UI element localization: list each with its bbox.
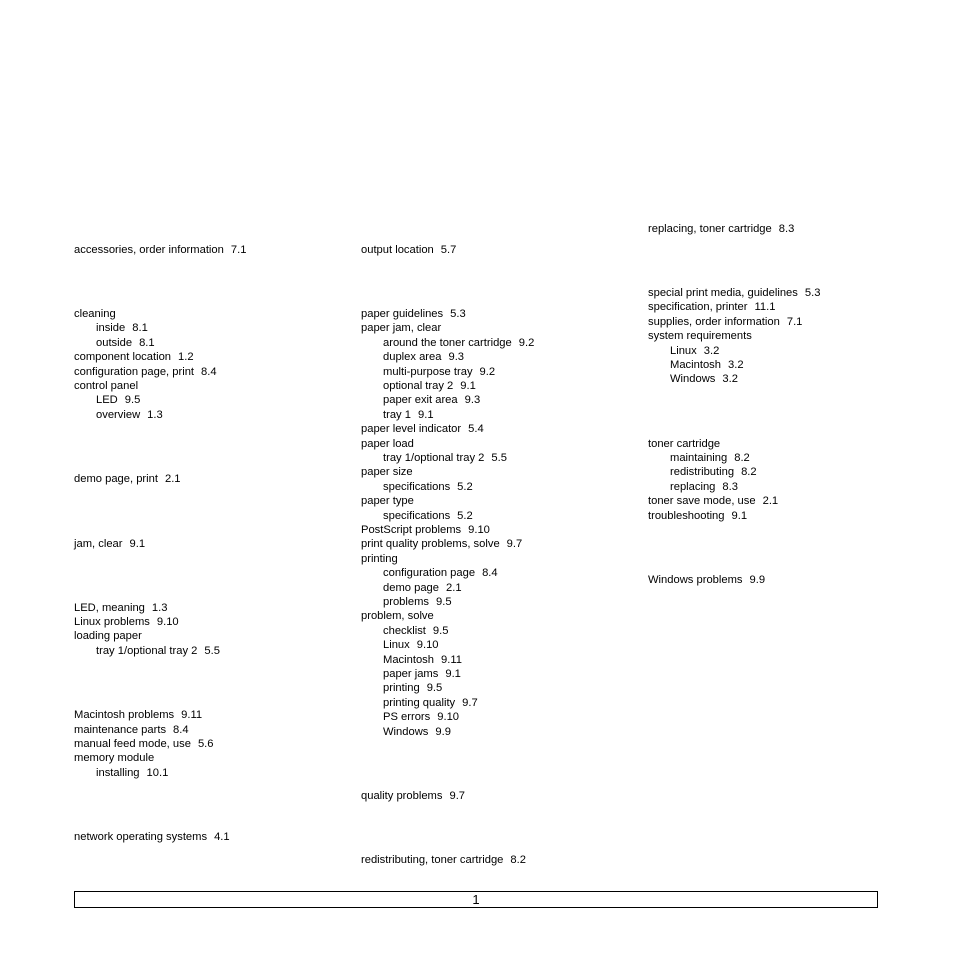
index-entry [361, 523, 490, 537]
index-subentry [74, 336, 155, 350]
index-term: loading paper [74, 630, 142, 642]
index-entry [74, 472, 181, 486]
index-entry [361, 243, 456, 257]
index-entry [648, 286, 820, 300]
index-page-ref: 9.11 [181, 709, 203, 721]
index-subentry [361, 336, 534, 350]
index-page-ref: 8.2 [510, 854, 526, 866]
index-term: paper size [361, 466, 413, 478]
index-subentry [361, 566, 498, 580]
index-term: Linux [670, 345, 697, 357]
index-page-ref: 9.9 [435, 726, 451, 738]
index-term: jam, clear [74, 538, 123, 550]
index-page-ref: 1.3 [151, 602, 168, 614]
index-term: paper jam, clear [361, 322, 442, 334]
index-page-ref: 5.5 [204, 645, 220, 657]
index-subentry [361, 581, 462, 595]
index-entry [361, 307, 466, 321]
index-page-ref: 8.4 [201, 366, 217, 378]
index-entry [361, 609, 434, 623]
index-page-ref: 9.2 [518, 337, 535, 349]
index-subentry [361, 725, 451, 739]
index-term: duplex area [383, 351, 442, 363]
index-term: LED, meaning [74, 602, 145, 614]
index-page-ref: 5.4 [468, 423, 484, 435]
index-subentry [648, 372, 738, 386]
index-page-ref: 2.1 [164, 473, 181, 485]
index-term: tray 1/optional tray 2 [383, 452, 485, 464]
index-entry [648, 315, 802, 329]
index-page-ref: 7.1 [230, 244, 247, 256]
index-entry [648, 329, 752, 343]
index-page-ref: 8.3 [722, 481, 738, 493]
index-subentry [648, 480, 738, 494]
index-entry [361, 437, 414, 451]
index-subentry [361, 595, 452, 609]
index-term: memory module [74, 752, 155, 764]
index-term: demo page, print [74, 473, 158, 485]
index-term: paper load [361, 438, 414, 450]
index-term: replacing, toner cartridge [648, 223, 772, 235]
page-number: 1 [472, 892, 480, 907]
index-term: Linux problems [74, 616, 150, 628]
index-term: troubleshooting [648, 510, 725, 522]
index-subentry [361, 681, 442, 695]
index-entry [74, 537, 145, 551]
index-entry [361, 494, 414, 508]
index-term: inside [96, 322, 126, 334]
index-page-ref: 8.4 [173, 724, 189, 736]
index-subentry [361, 365, 495, 379]
index-term: Macintosh [670, 359, 721, 371]
index-term: redistributing, toner cartridge [361, 854, 504, 866]
index-subentry [74, 321, 148, 335]
index-page-ref: 11.1 [754, 301, 776, 313]
index-page-ref: 8.3 [778, 223, 795, 235]
index-page-ref: 9.5 [432, 625, 449, 637]
index-term: Windows [670, 373, 716, 385]
index-term: paper jams [383, 668, 439, 680]
index-term: around the toner cartridge [383, 337, 512, 349]
index-page-ref: 5.7 [440, 244, 457, 256]
index-subentry [361, 667, 461, 681]
index-term: Macintosh problems [74, 709, 175, 721]
index-entry [361, 789, 465, 803]
index-page-ref: 9.5 [426, 682, 443, 694]
index-term: replacing [670, 481, 716, 493]
index-subentry [74, 393, 140, 407]
index-entry [74, 243, 246, 257]
index-page-ref: 9.5 [436, 596, 452, 608]
index-page-ref: 5.3 [804, 287, 821, 299]
index-entry [74, 708, 202, 722]
index-page-ref: 9.10 [437, 711, 460, 723]
index-page-ref: 9.1 [731, 510, 748, 522]
index-subentry [361, 638, 439, 652]
index-page-ref: 5.2 [457, 510, 473, 522]
index-subentry [361, 451, 507, 465]
index-subentry [361, 710, 459, 724]
index-term: printing quality [383, 697, 456, 709]
index-subentry [361, 393, 480, 407]
index-page-ref: 10.1 [146, 767, 169, 779]
index-page-ref: 5.6 [197, 738, 214, 750]
index-page-ref: 3.2 [728, 359, 744, 371]
index-entry [648, 437, 720, 451]
index-entry [74, 307, 116, 321]
index-subentry [648, 358, 744, 372]
index-entry [648, 494, 778, 508]
index-entry [74, 615, 179, 629]
index-term: Windows [383, 726, 429, 738]
index-term: manual feed mode, use [74, 738, 191, 750]
index-term: tray 1 [383, 409, 411, 421]
index-subentry [361, 408, 434, 422]
index-entry [74, 629, 142, 643]
index-page-ref: 7.1 [786, 316, 803, 328]
index-term: toner cartridge [648, 438, 721, 450]
index-subentry [361, 653, 462, 667]
index-entry [648, 509, 747, 523]
index-page-ref: 9.7 [506, 538, 523, 550]
index-page-ref: 9.2 [479, 366, 496, 378]
index-page-ref: 2.1 [445, 582, 462, 594]
index-entry [648, 573, 765, 587]
index-entry [74, 601, 167, 615]
index-term: overview [96, 409, 141, 421]
index-term: installing [96, 767, 140, 779]
index-term: control panel [74, 380, 139, 392]
index-page-ref: 5.3 [450, 308, 466, 320]
index-subentry [361, 509, 473, 523]
index-term: paper exit area [383, 394, 458, 406]
index-term: redistributing [670, 466, 735, 478]
index-term: output location [361, 244, 434, 256]
index-subentry [361, 379, 476, 393]
index-page-ref: 3.2 [703, 345, 720, 357]
index-term: paper type [361, 495, 414, 507]
index-term: maintenance parts [74, 724, 167, 736]
index-term: network operating systems [74, 831, 208, 843]
index-page-ref: 9.1 [417, 409, 434, 421]
index-entry [74, 723, 189, 737]
index-page-ref: 9.10 [416, 639, 439, 651]
index-term: specifications [383, 481, 451, 493]
index-entry [74, 751, 154, 765]
index-page-ref: 9.5 [124, 394, 141, 406]
index-subentry [648, 465, 757, 479]
index-term: printing [383, 682, 420, 694]
index-subentry [74, 408, 163, 422]
index-entry [74, 350, 194, 364]
index-subentry [361, 696, 478, 710]
index-entry [648, 222, 794, 236]
index-term: problems [383, 596, 430, 608]
index-page-ref: 4.1 [214, 831, 230, 843]
index-term: PostScript problems [361, 524, 462, 536]
index-page-ref: 3.2 [722, 373, 738, 385]
index-page-ref: 9.1 [129, 538, 146, 550]
index-subentry [361, 624, 448, 638]
index-page-ref: 1.3 [147, 409, 163, 421]
index-page-ref: 9.9 [749, 574, 766, 586]
index-term: demo page [383, 582, 439, 594]
index-term: specification, printer [648, 301, 748, 313]
index-page-ref: 8.1 [132, 322, 148, 334]
index-term: PS errors [383, 711, 431, 723]
index-page-ref: 8.2 [734, 452, 750, 464]
index-term: Windows problems [648, 574, 743, 586]
index-term: configuration page [383, 567, 476, 579]
index-page-ref: 1.2 [178, 351, 194, 363]
index-term: supplies, order information [648, 316, 780, 328]
index-subentry [648, 451, 750, 465]
index-term: maintaining [670, 452, 728, 464]
index-term: Linux [383, 639, 410, 651]
index-term: toner save mode, use [648, 495, 756, 507]
index-entry [361, 537, 522, 551]
index-entry [648, 300, 775, 314]
index-term: paper guidelines [361, 308, 444, 320]
index-term: specifications [383, 510, 451, 522]
index-entry [361, 465, 413, 479]
index-term: paper level indicator [361, 423, 462, 435]
index-term: configuration page, print [74, 366, 195, 378]
index-subentry [74, 644, 220, 658]
index-page-ref: 5.5 [491, 452, 507, 464]
index-term: printing [361, 553, 398, 565]
index-page-ref: 9.10 [156, 616, 179, 628]
index-page-ref: 9.7 [449, 790, 466, 802]
index-entry [361, 552, 398, 566]
index-term: accessories, order information [74, 244, 224, 256]
index-page-ref: 8.4 [482, 567, 498, 579]
index-page-ref: 9.1 [445, 668, 461, 680]
index-page-ref: 9.7 [462, 697, 478, 709]
index-entry [361, 422, 484, 436]
index-entry [361, 321, 441, 335]
index-subentry [74, 766, 168, 780]
index-term: print quality problems, solve [361, 538, 500, 550]
index-page-ref: 9.3 [448, 351, 465, 363]
index-entry [74, 737, 214, 751]
index-page-ref: 9.1 [460, 380, 476, 392]
index-page-ref: 8.2 [741, 466, 757, 478]
index-page-ref: 9.11 [441, 654, 462, 666]
index-term: component location [74, 351, 172, 363]
index-term: checklist [383, 625, 426, 637]
index-term: special print media, guidelines [648, 287, 798, 299]
index-page-ref: 2.1 [762, 495, 779, 507]
index-entry [74, 365, 217, 379]
index-term: cleaning [74, 308, 116, 320]
index-page-ref: 9.3 [464, 394, 481, 406]
index-page-ref: 8.1 [139, 337, 155, 349]
index-page-ref: 5.2 [457, 481, 473, 493]
index-entry [361, 853, 526, 867]
index-term: LED [96, 394, 118, 406]
index-term: optional tray 2 [383, 380, 454, 392]
index-term: problem, solve [361, 610, 434, 622]
index-term: quality problems [361, 790, 443, 802]
index-term: multi-purpose tray [383, 366, 473, 378]
index-entry [74, 830, 230, 844]
index-page-ref: 9.10 [468, 524, 490, 536]
index-term: system requirements [648, 330, 752, 342]
index-subentry [648, 344, 719, 358]
index-entry [74, 379, 138, 393]
index-term: outside [96, 337, 133, 349]
index-subentry [361, 350, 464, 364]
index-term: Macintosh [383, 654, 434, 666]
index-subentry [361, 480, 473, 494]
page-footer [74, 891, 878, 908]
index-term: tray 1/optional tray 2 [96, 645, 198, 657]
